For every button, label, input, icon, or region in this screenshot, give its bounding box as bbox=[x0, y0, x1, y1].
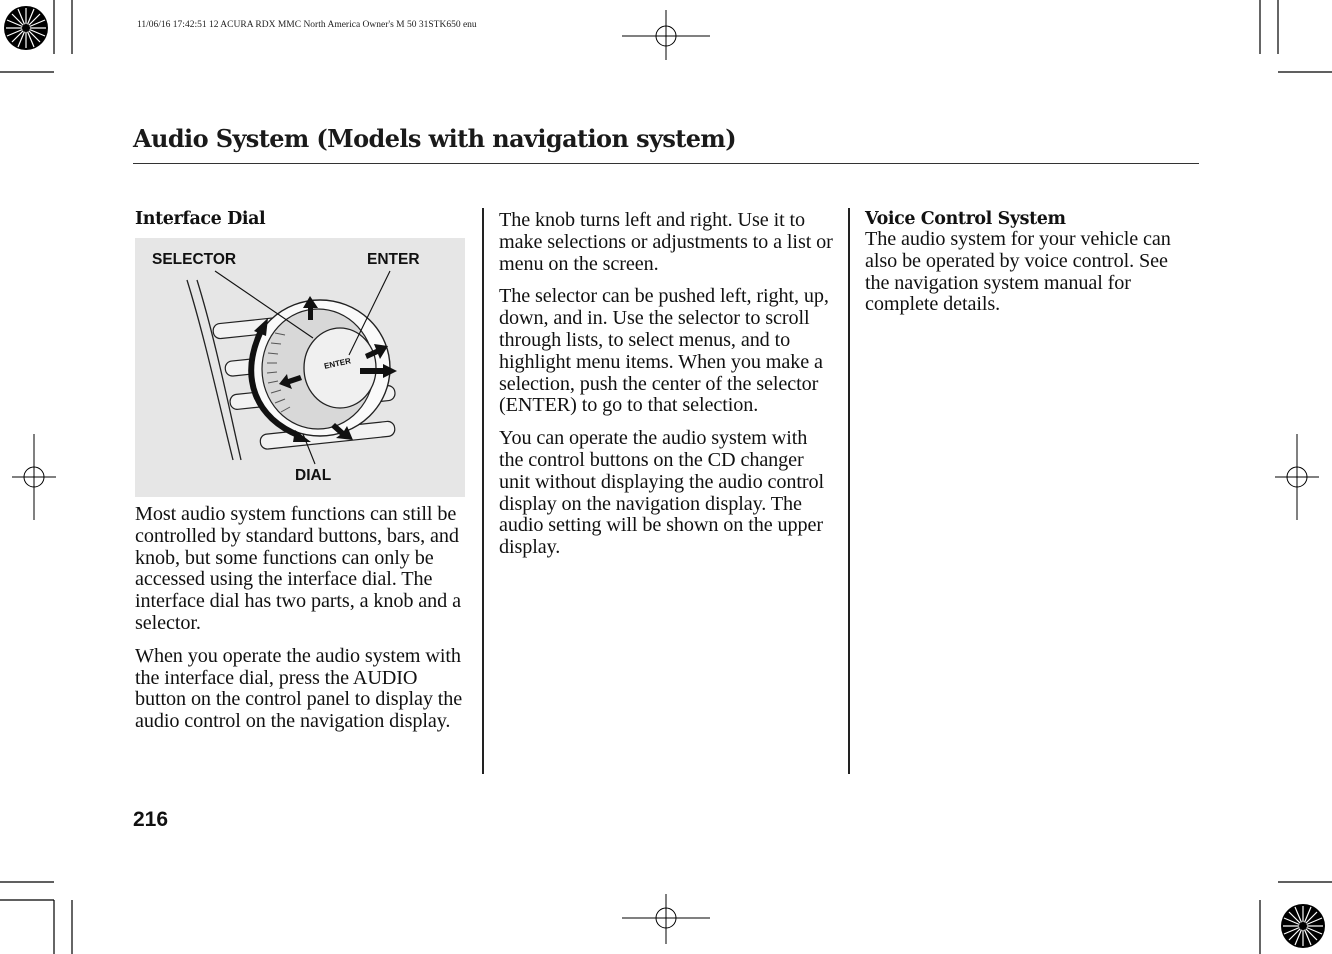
column-1 bbox=[135, 209, 470, 229]
column-divider-1 bbox=[482, 208, 484, 774]
voice-control-paragraph: The audio system for your vehicle can also be operated by voice control. See the navigation system manual for complete details. bbox=[865, 228, 1171, 316]
enter-label: ENTER bbox=[367, 251, 420, 268]
column-1-paragraph-2: When you operate the audio system with the interface dial, press the AUDIO button on the control panel to display the audio control on the navigation display. bbox=[135, 644, 463, 733]
interface-dial-figure bbox=[135, 238, 465, 497]
column-2 bbox=[499, 210, 833, 559]
column-divider-2 bbox=[848, 208, 850, 774]
column-2-paragraph-2: The selector can be pushed left, right, up, down, and in. Use the selector to scroll through lists, to select menus, and to highlight menu items. When you make a selection, push the center of the selector (ENTER) to go to that selection. bbox=[499, 285, 829, 417]
starburst-mark-top-left bbox=[4, 6, 48, 50]
column-1-paragraph-1: Most audio system functions can still be controlled by standard buttons, bars, and knob, but some functions can only be accessed using the interface dial. The interface dial has two parts, a knob and a selector. bbox=[135, 503, 461, 634]
voice-control-heading: Voice Control System bbox=[865, 209, 1066, 229]
starburst-mark-bottom-right bbox=[1281, 904, 1325, 948]
knob-enter-text: ENTER bbox=[323, 356, 352, 371]
page-number: 216 bbox=[133, 808, 169, 831]
title-rule bbox=[133, 163, 1199, 164]
column-2-paragraph-1: The knob turns left and right. Use it to make selections or adjustments to a list or menu on the screen. bbox=[499, 209, 833, 275]
column-1-text bbox=[135, 504, 470, 733]
print-header: 11/06/16 17:42:51 12 ACURA RDX MMC North America Owner's M 50 31STK650 enu bbox=[137, 20, 477, 30]
page-title: Audio System (Models with navigation system) bbox=[133, 124, 736, 153]
dial-illustration bbox=[135, 238, 465, 497]
interface-dial-heading: Interface Dial bbox=[135, 209, 266, 229]
column-3 bbox=[865, 209, 1185, 316]
dial-label: DIAL bbox=[295, 467, 332, 484]
column-2-paragraph-3: You can operate the audio system with the control buttons on the CD changer unit without displaying the audio control display on the navigation display. The audio setting will be shown on the upper display. bbox=[499, 427, 825, 559]
selector-label: SELECTOR bbox=[152, 251, 237, 268]
